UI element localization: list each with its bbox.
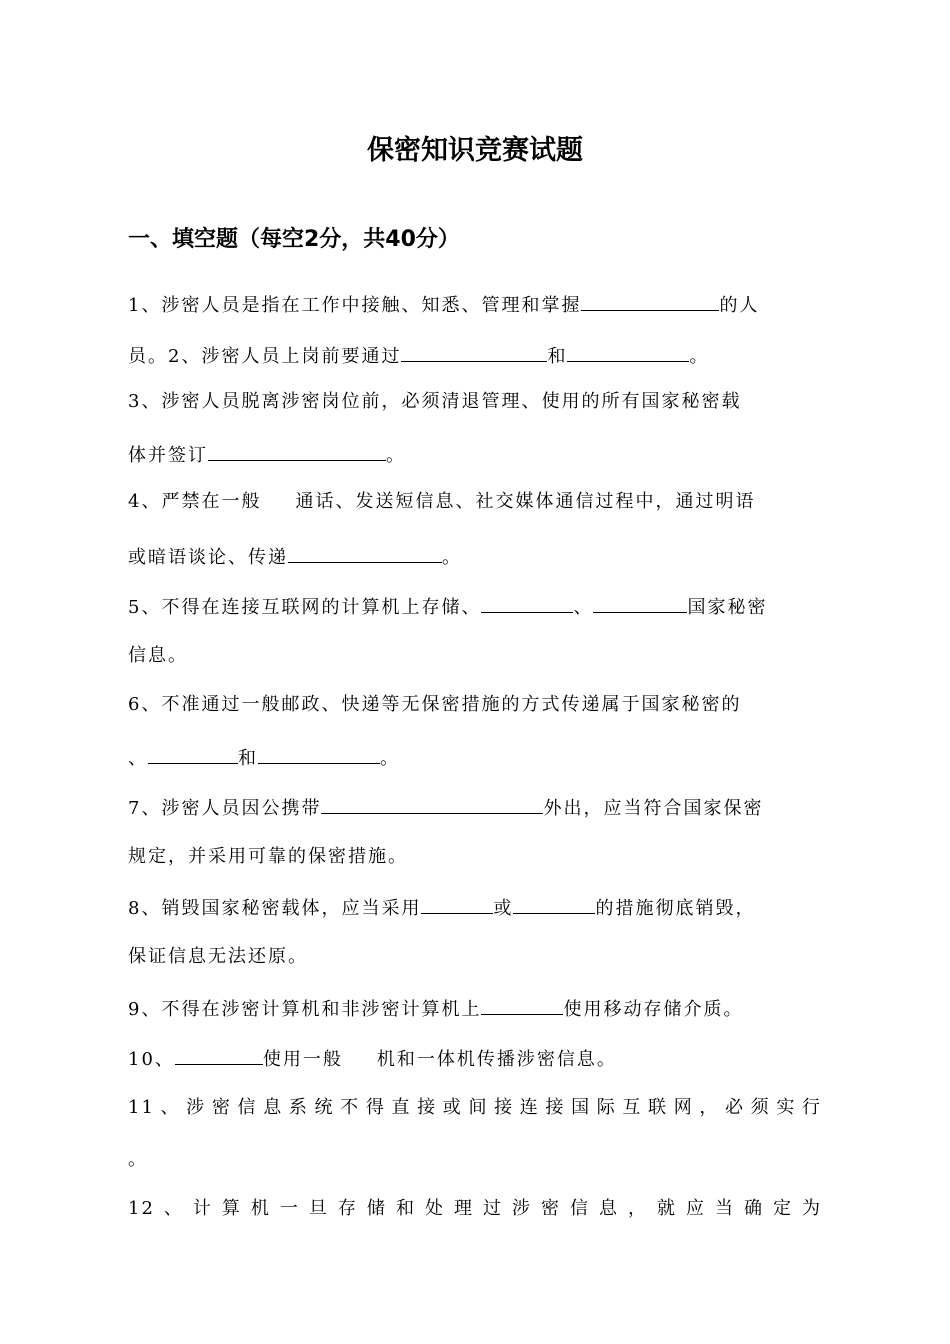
question-text: 1、涉密人员是指在工作中接触、知悉、管理和掌握	[128, 295, 582, 316]
question-text: 9、不得在涉密计算机和非涉密计算机上	[128, 999, 482, 1020]
question-12-line-1: 12、计算机一旦存储和处理过涉密信息，就应当确定为	[128, 1198, 822, 1219]
question-text: 。	[380, 748, 400, 769]
answer-blank	[421, 891, 493, 914]
answer-blank	[175, 1042, 263, 1065]
question-text: 体并签订	[128, 445, 208, 466]
question-7-line-2: 规定，并采用可靠的保密措施。	[128, 846, 408, 867]
question-text: 4、严禁在一般	[128, 491, 262, 512]
question-text: 、	[128, 748, 148, 769]
page-title: 保密知识竞赛试题	[367, 135, 583, 166]
question-3-line-2	[128, 438, 822, 468]
section-heading: 一、填空题（每空2分，共40分）	[128, 227, 460, 252]
question-11-line-1: 11、涉密信息系统不得直接或间接连接国际互联网，必须实行	[128, 1097, 822, 1118]
question-text: 使用一般	[262, 1049, 343, 1070]
question-text: 7、涉密人员因公携带	[128, 798, 322, 819]
question-text: 8、销毁国家秘密载体，应当采用	[128, 898, 422, 919]
answer-blank	[481, 992, 563, 1015]
question-7-line-1	[128, 791, 822, 821]
answer-blank	[593, 590, 687, 613]
question-text: 。	[386, 445, 406, 466]
question-6-line-2	[128, 741, 822, 771]
question-text: 外出，应当符合国家保密	[543, 798, 764, 819]
question-3-line-1: 3、涉密人员脱离涉密岗位前，必须清退管理、使用的所有国家秘密载	[128, 391, 742, 412]
answer-blank	[513, 891, 595, 914]
answer-blank	[581, 288, 719, 311]
question-text: 或	[493, 898, 514, 919]
question-text: 。	[689, 346, 710, 367]
question-8-line-2: 保证信息无法还原。	[128, 946, 308, 967]
question-4-line-1	[128, 487, 822, 517]
answer-blank	[148, 741, 238, 764]
question-10-line	[128, 1042, 822, 1072]
answer-blank	[288, 540, 442, 563]
answer-blank	[401, 339, 547, 362]
question-5-line-2: 信息。	[128, 645, 188, 666]
question-text: 的措施彻底销毁，	[595, 898, 756, 919]
question-6-line-1: 6、不准通过一般邮政、快递等无保密措施的方式传递属于国家秘密的	[128, 694, 742, 715]
question-text: 5、不得在连接互联网的计算机上存储、	[128, 597, 482, 618]
question-9-line	[128, 992, 822, 1022]
question-text: 使用移动存储介质。	[563, 999, 744, 1020]
question-text: 通话、发送短信息、社交媒体通信过程中，通过明语	[295, 491, 756, 512]
answer-blank	[208, 438, 386, 461]
question-text: 和	[547, 346, 568, 367]
question-text: 的人	[719, 295, 760, 316]
question-text: 、	[573, 597, 594, 618]
question-text: 或暗语谈论、传递	[128, 547, 288, 568]
answer-blank	[567, 339, 689, 362]
answer-blank	[258, 741, 380, 764]
question-1-line-1	[128, 288, 822, 318]
question-text: 员。2、涉密人员上岗前要通过	[128, 346, 402, 367]
answer-blank	[481, 590, 573, 613]
question-text: 10、	[128, 1049, 175, 1070]
question-4-line-2	[128, 540, 822, 570]
question-11-line-2: 。	[128, 1149, 148, 1170]
question-text: 。	[442, 547, 462, 568]
answer-blank	[321, 791, 543, 814]
question-text: 国家秘密	[687, 597, 768, 618]
question-1-line-2	[128, 339, 822, 369]
question-text: 机和一体机传播涉密信息。	[376, 1049, 617, 1070]
question-text: 和	[238, 748, 258, 769]
question-8-line-1	[128, 891, 822, 921]
question-5-line-1	[128, 590, 822, 620]
